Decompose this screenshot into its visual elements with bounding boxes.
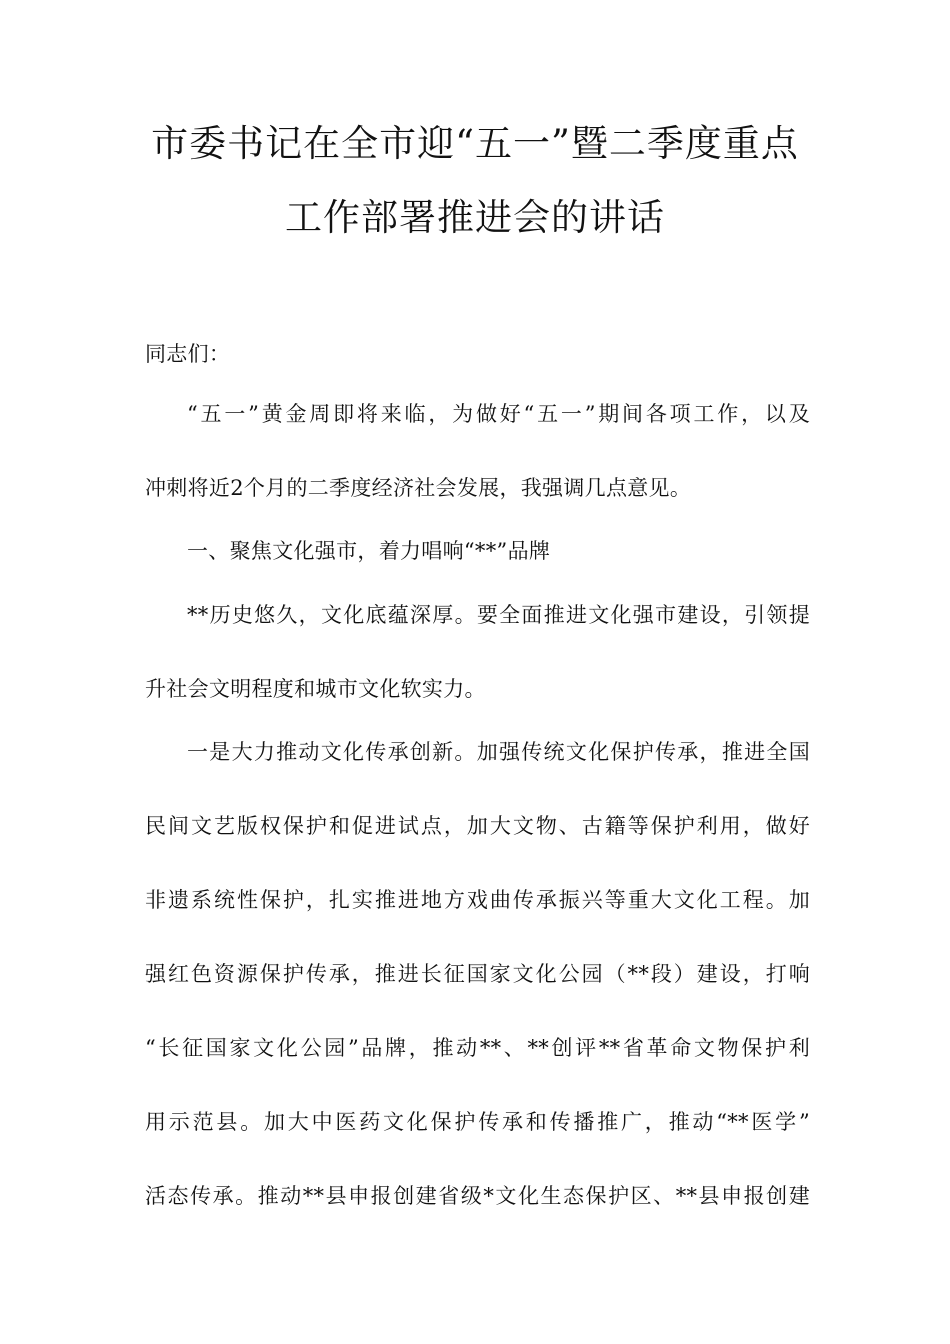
paragraph-2-line-1: **历史悠久，文化底蕴深厚。要全面推进文化强市建设，引领提 (187, 603, 810, 627)
document-title-line-2: 工作部署推进会的讲话 (285, 196, 665, 239)
paragraph-3-line-2: 民间文艺版权保护和促进试点，加大文物、古籍等保护利用，做好 (145, 814, 810, 838)
paragraph-3-line-6: 用示范县。加大中医药文化保护传承和传播推广，推动“**医学” (145, 1110, 810, 1134)
salutation: 同志们： (145, 342, 231, 366)
paragraph-3-line-1: 一是大力推动文化传承创新。加强传统文化保护传承，推进全国 (187, 740, 810, 764)
paragraph-1-line-2: 冲刺将近2个月的二季度经济社会发展，我强调几点意见。 (145, 476, 692, 500)
section-heading-1: 一、聚焦文化强市，着力唱响“**”品牌 (187, 539, 551, 563)
document-title-line-1: 市委书记在全市迎“五一”暨二季度重点 (151, 122, 799, 165)
paragraph-3-line-4: 强红色资源保护传承，推进长征国家文化公园（**段）建设，打响 (145, 962, 810, 986)
paragraph-3-line-7: 活态传承。推动**县申报创建省级*文化生态保护区、**县申报创建 (145, 1184, 810, 1208)
paragraph-1-line-1: “五一”黄金周即将来临，为做好“五一”期间各项工作，以及 (187, 402, 810, 426)
paragraph-3-line-3: 非遗系统性保护，扎实推进地方戏曲传承振兴等重大文化工程。加 (145, 888, 810, 912)
paragraph-2-line-2: 升社会文明程度和城市文化软实力。 (145, 677, 486, 701)
paragraph-3-line-5: “长征国家文化公园”品牌，推动**、**创评**省革命文物保护利 (145, 1036, 810, 1060)
